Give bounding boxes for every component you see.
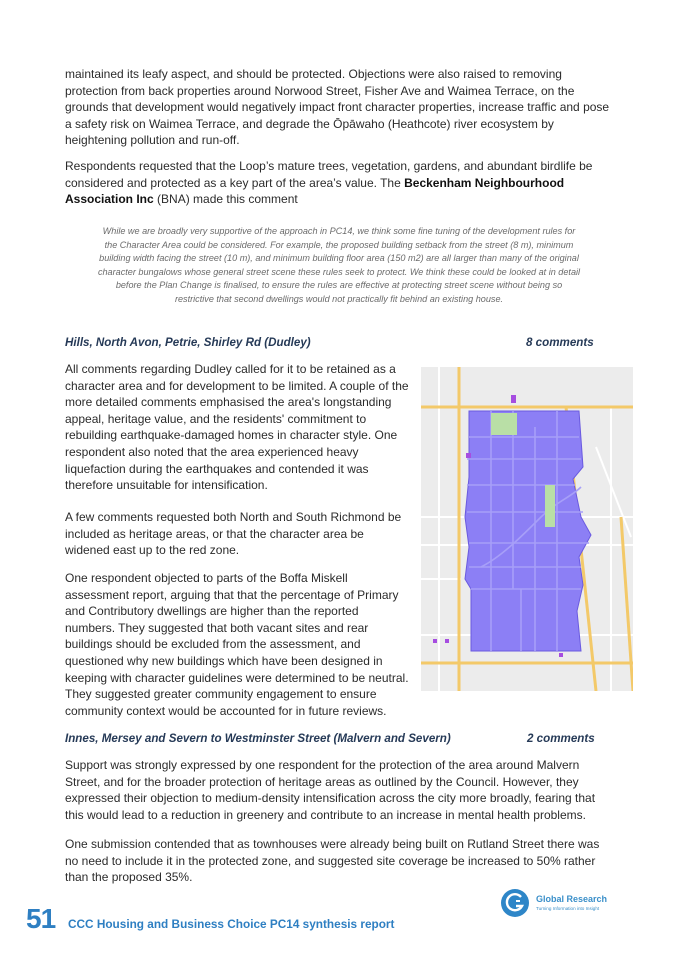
site-marker [433, 639, 437, 643]
global-research-logo [500, 888, 630, 922]
park-central [545, 485, 555, 527]
paragraph-malvern-2: One submission contended that as townhouses were already being built on Rutland Street there was no need to include it in the protected zone, and suggested site coverage be increased to 50% rather than the proposed 35%. [65, 837, 600, 885]
dudley-area-map [421, 367, 633, 691]
site-marker [559, 653, 563, 657]
bna-quote: While we are broadly very supportive of the approach in PC14, we think some fine tuning of the development rules for the Character Area could be considered. For example, the proposed building setback from the street (8 m), minimum building width facing the street (10 m), and minimum building floor area (150 m2) are all larger than many of the original character bungalows whose general street scene these rules seek to protect. We think these could be looked at in detail before the Plan Change is finalised, to ensure the rules are effective at protecting street scene without being so restrictive that second dwellings would not practically fit behind an existing house. [97, 226, 581, 304]
section-heading-malvern: Innes, Mersey and Severn to Westminster Street (Malvern and Severn) [65, 732, 451, 745]
site-marker [466, 453, 471, 458]
logo-name: Global Research [536, 894, 608, 904]
logo-mark-icon [500, 888, 530, 918]
character-area-polygon [465, 411, 591, 651]
paragraph-continued: maintained its leafy aspect, and should be protected. Objections were also raised to removing protection from back properties around Norwood Street, Fisher Ave and Waimea Terrace, on the grounds that development would negatively impact front character properties, increase traffic and pose a safety risk on Waimea Terrace, and degrade the Ōpāwaho (Heathcote) river ecosystem by heightening pollution and run-off. [65, 67, 610, 148]
paragraph-malvern-1: Support was strongly expressed by one respondent for the protection of the area around Malvern Street, and for the broader protection of heritage areas as outlined by the Council. However, they expressed their objection to medium-density intensification across the city more broadly, fearing that this would lead to a reduction in greenery and contribute to an increase in mental health problems. [65, 758, 596, 822]
paragraph-bna-intro [65, 158, 613, 208]
comment-count-dudley: 8 comments [526, 336, 594, 349]
paragraph-dudley-3: One respondent objected to parts of the Boffa Miskell assessment report, arguing that that the percentage of Primary and Contributory dwellings are higher than the reported numbers. They suggested that both vacant sites and rear buildings should be excluded from the assessment, and questioned why new buildings which have been designed in keeping with character guidelines were determined to be neutral. They suggested greater community engagement to ensure community context would be accounted for in future reviews. [65, 571, 409, 718]
site-marker [511, 395, 516, 403]
comment-count-malvern: 2 comments [527, 732, 595, 745]
paragraph-dudley-2: A few comments requested both North and South Richmond be included as heritage areas, or that the character area be widened east up to the red zone. [65, 510, 402, 558]
section-heading-dudley: Hills, North Avon, Petrie, Shirley Rd (Dudley) [65, 336, 311, 349]
text-run: (BNA) made this comment [153, 192, 298, 207]
bna-name: Beckenham Neighbourhood Association Inc [65, 175, 565, 207]
logo-tagline: Turning Information into Insight [536, 906, 600, 911]
site-marker [445, 639, 449, 643]
report-title: CCC Housing and Business Choice PC14 synthesis report [68, 917, 395, 931]
paragraph-dudley-1: All comments regarding Dudley called for it to be retained as a character area and for development to be limited. A couple of the more detailed comments emphasised the area's longstanding appeal, heritage value, and the residents' commitment to rebuilding earthquake-damaged homes in character style. One respondent also noted that the area experienced heavy liquefaction during the earthquakes and contended it was therefore unsuitable for intensification. [65, 362, 409, 493]
page-number: 51 [26, 903, 56, 934]
text-run: Respondents requested that the Loop’s mature trees, vegetation, gardens, and abundant birdlife be considered and protected as a key part of the area’s value. The [65, 159, 593, 190]
park-north [491, 413, 517, 435]
